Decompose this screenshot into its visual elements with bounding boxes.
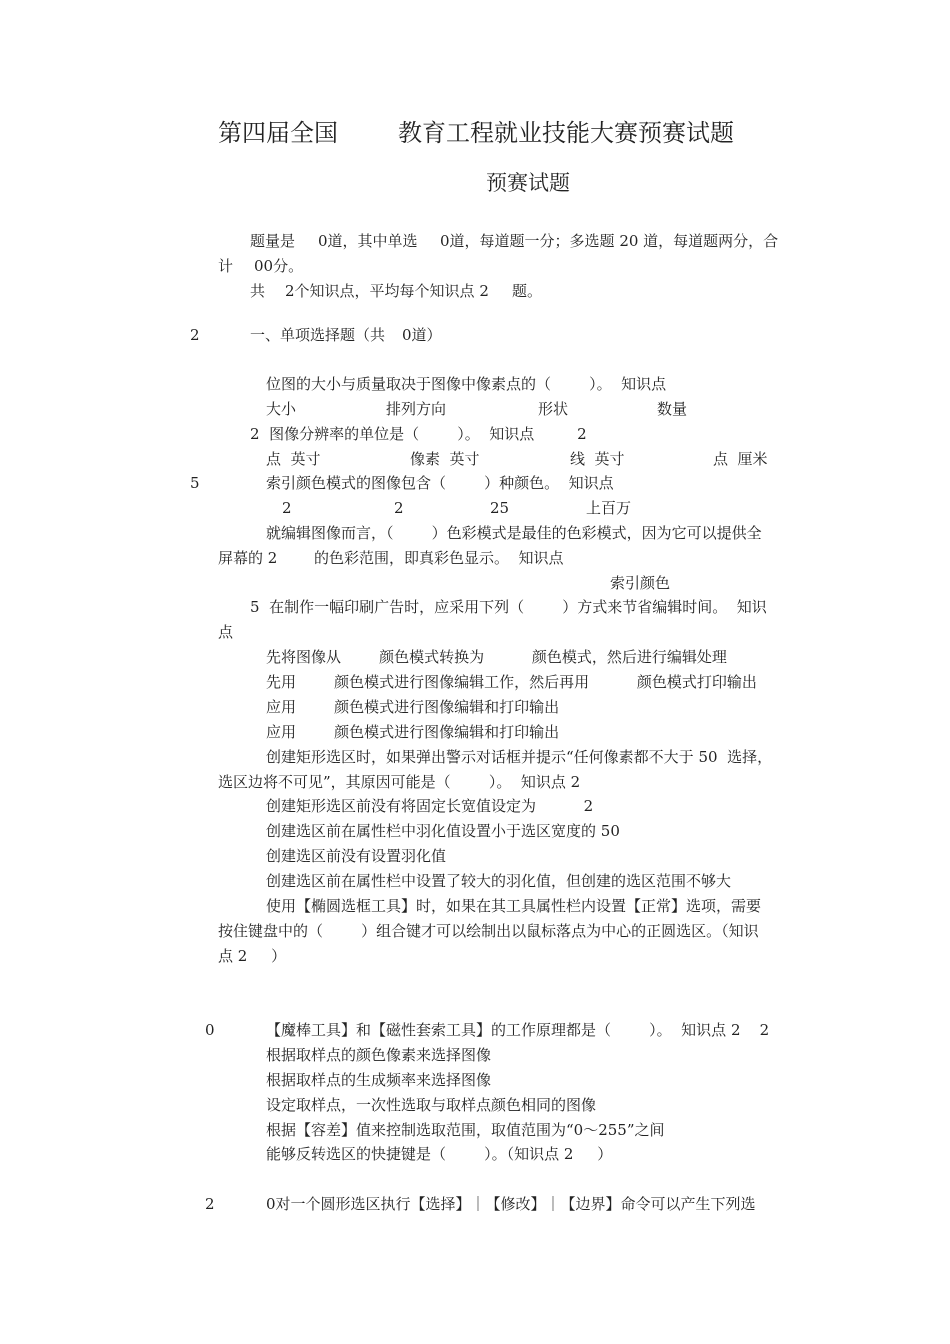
option-d: 创建选区前在属性栏中设置了较大的羽化值，但创建的选区范围不够大 bbox=[266, 872, 732, 890]
intro-line2-a: 计 bbox=[218, 257, 234, 275]
option-d: 上百万 bbox=[586, 499, 632, 517]
option-b: 先用 颜色模式进行图像编辑工作，然后再用 颜色模式打印输出 bbox=[266, 673, 757, 691]
question-stem-line3: 点 2 ） bbox=[218, 947, 287, 965]
option-b: 像素 英寸 bbox=[410, 450, 480, 468]
option-c: 形状 bbox=[538, 400, 569, 418]
question-stem: 2 图像分辨率的单位是（ ）。 知识点 2 bbox=[250, 425, 587, 443]
question-stem: 【魔棒工具】和【磁性套索工具】的工作原理都是（ ）。 知识点 2 2 bbox=[266, 1021, 770, 1039]
option-d: 点 厘米 bbox=[713, 450, 768, 468]
question-number: 0 bbox=[205, 1021, 215, 1039]
question-stem: 索引颜色模式的图像包含（ ）种颜色。 知识点 bbox=[266, 474, 614, 492]
question-stem-line1: 就编辑图像而言，（ ）色彩模式是最佳的色彩模式，因为它可以提供全 bbox=[266, 524, 762, 542]
option-c: 索引颜色 bbox=[610, 574, 671, 592]
option-c: 创建选区前没有设置羽化值 bbox=[266, 847, 447, 865]
document-title-left: 第四届全国 bbox=[218, 119, 338, 147]
intro-line3-c: 题。 bbox=[512, 282, 543, 300]
question-stem: 0对一个圆形选区执行【选择】｜【修改】｜【边界】命令可以产生下列选 bbox=[266, 1195, 756, 1213]
question-number: 5 bbox=[190, 474, 200, 492]
option-c: 应用 颜色模式进行图像编辑和打印输出 bbox=[266, 698, 560, 716]
option-a: 2 bbox=[282, 499, 292, 517]
option-a: 创建矩形选区前没有将固定长宽值设定为 2 bbox=[266, 797, 594, 815]
section-count: 0道） bbox=[402, 326, 442, 344]
question-stem: 位图的大小与质量取决于图像中像素点的（ ）。 知识点 bbox=[266, 375, 667, 393]
option-a: 大小 bbox=[266, 400, 297, 418]
option-d: 根据【容差】值来控制选取范围，取值范围为“0～255”之间 bbox=[266, 1121, 665, 1139]
option-c: 设定取样点，一次性选取与取样点颜色相同的图像 bbox=[266, 1096, 597, 1114]
question-stem-line1: 使用【椭圆选框工具】时，如果在其工具属性栏内设置【正常】选项，需要 bbox=[266, 897, 762, 915]
section-heading: 一、单项选择题（共 bbox=[250, 326, 386, 344]
question-stem: 能够反转选区的快捷键是（ ）。（知识点 2 ） bbox=[266, 1145, 613, 1163]
question-stem-line2: 选区边将不可见”，其原因可能是（ ）。 知识点 2 bbox=[218, 773, 581, 791]
question-stem-line1: 创建矩形选区时，如果弹出警示对话框并提示“任何像素都不大于 50 选择， bbox=[266, 748, 773, 766]
option-a: 先将图像从 颜色模式转换为 颜色模式，然后进行编辑处理 bbox=[266, 648, 727, 666]
intro-line2-b: 00分。 bbox=[254, 257, 304, 275]
intro-line1-a: 题量是 bbox=[250, 232, 296, 250]
question-number: 2 bbox=[205, 1195, 215, 1213]
option-c: 25 bbox=[490, 499, 510, 517]
option-a: 点 英寸 bbox=[266, 450, 321, 468]
option-b: 创建选区前在属性栏中羽化值设置小于选区宽度的 50 bbox=[266, 822, 620, 840]
intro-line3-a: 共 bbox=[250, 282, 266, 300]
option-c: 线 英寸 bbox=[570, 450, 625, 468]
question-stem-line2-b: 的色彩范围，即真彩色显示。 知识点 bbox=[314, 549, 564, 567]
question-stem-line2: 点 bbox=[218, 623, 234, 641]
intro-line3-b: 2个知识点，平均每个知识点 2 bbox=[285, 282, 489, 300]
option-d: 应用 颜色模式进行图像编辑和打印输出 bbox=[266, 723, 560, 741]
option-b: 排列方向 bbox=[386, 400, 447, 418]
question-stem-line1: 5 在制作一幅印刷广告时，应采用下列（ ）方式来节省编辑时间。 知识 bbox=[250, 598, 767, 616]
intro-line1-c: 0道，每道题一分；多选题 20 道，每道题两分，合 bbox=[440, 232, 779, 250]
section-number: 2 bbox=[190, 326, 200, 344]
question-stem-line2-a: 屏幕的 2 bbox=[218, 549, 278, 567]
option-b: 根据取样点的生成频率来选择图像 bbox=[266, 1071, 492, 1089]
option-a: 根据取样点的颜色像素来选择图像 bbox=[266, 1046, 492, 1064]
option-d: 数量 bbox=[657, 400, 688, 418]
option-b: 2 bbox=[394, 499, 404, 517]
question-stem-line2: 按住键盘中的（ ）组合键才可以绘制出以鼠标落点为中心的正圆选区。（知识 bbox=[218, 922, 759, 940]
intro-line1-b: 0道，其中单选 bbox=[318, 232, 418, 250]
document-title-right: 教育工程就业技能大赛预赛试题 bbox=[398, 119, 734, 147]
document-subtitle: 预赛试题 bbox=[486, 171, 570, 195]
